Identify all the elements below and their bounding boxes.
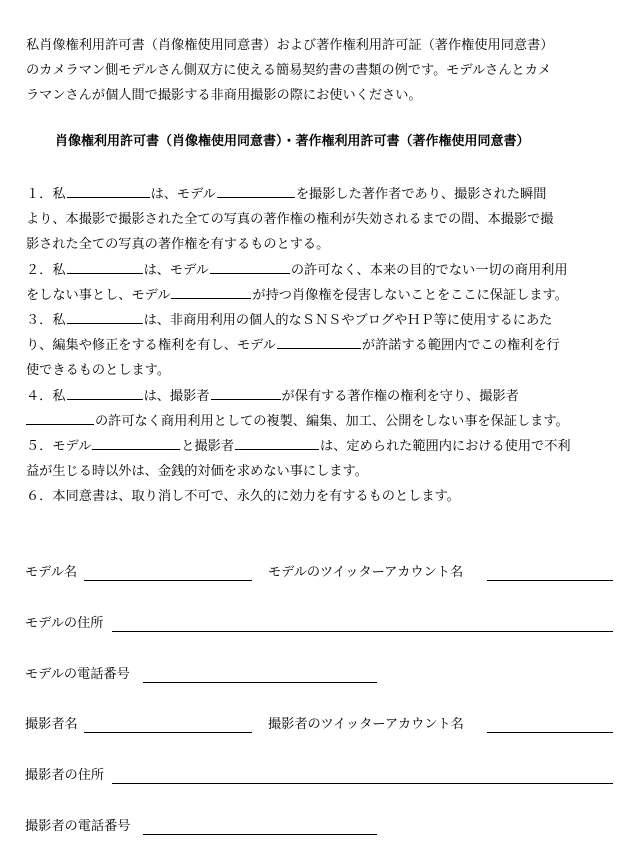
clause-4-text-a: ４．私 bbox=[26, 388, 66, 404]
clause-3-text-d: が許諾する範囲内でこの権利を行 bbox=[361, 338, 560, 354]
clause-3-blank-1[interactable] bbox=[67, 311, 143, 324]
clause-3-line-1 bbox=[26, 308, 626, 333]
model-name-label: モデル名 bbox=[25, 565, 78, 580]
clause-1-line-3: 影された全ての写真の著作権を有するものとする。 bbox=[26, 237, 330, 253]
photographer-twitter-field[interactable] bbox=[487, 732, 613, 733]
clause-2-text-c: の許可なく、本来の目的でない一切の商用利用 bbox=[290, 262, 568, 278]
clause-3-text-a: ３．私 bbox=[26, 312, 66, 328]
intro-line-1: 私肖像権利用許可書（肖像権使用同意書）および著作権利用許可証（著作権使用同意書） bbox=[26, 38, 554, 53]
document-title: 肖像権利用許可書（肖像権使用同意書）・著作権利用許可書（著作権使用同意書） bbox=[55, 134, 530, 149]
clause-2-blank-2[interactable] bbox=[210, 261, 290, 274]
photographer-address-label: 撮影者の住所 bbox=[25, 768, 105, 783]
model-name-field[interactable] bbox=[84, 580, 252, 581]
clause-3-line-2 bbox=[26, 333, 626, 358]
clause-5-blank-2[interactable] bbox=[235, 437, 319, 450]
photographer-phone-label: 撮影者の電話番号 bbox=[25, 819, 131, 834]
clause-4-line-2 bbox=[26, 409, 626, 434]
clause-2-text-b: は、モデル bbox=[143, 262, 209, 278]
model-address-label: モデルの住所 bbox=[25, 616, 104, 631]
intro-paragraph bbox=[26, 33, 626, 108]
photographer-phone-field[interactable] bbox=[143, 834, 377, 835]
clause-4-blank-1[interactable] bbox=[67, 387, 143, 400]
photographer-twitter-label: 撮影者のツイッターアカウント名 bbox=[268, 717, 464, 732]
clause-4-blank-2[interactable] bbox=[211, 387, 281, 400]
clause-5-blank-1[interactable] bbox=[92, 437, 180, 450]
clause-2-text-a: ２．私 bbox=[26, 262, 66, 278]
clause-3-text-c: り、編集や修正をする権利を有し、モデル bbox=[26, 338, 276, 354]
model-twitter-label: モデルのツイッターアカウント名 bbox=[268, 565, 464, 580]
clause-4-text-b: は、撮影者 bbox=[143, 388, 210, 404]
clause-4-text-d: の許可なく商用利用としての複製、編集、加工、公開をしない事を保証します。 bbox=[95, 413, 569, 429]
model-address-field[interactable] bbox=[112, 631, 613, 632]
clause-1-blank-2[interactable] bbox=[217, 185, 295, 198]
clause-5-line-2: 益が生じる時以外は、金銭的対価を求めない事にします。 bbox=[26, 464, 368, 480]
model-phone-label: モデルの電話番号 bbox=[25, 667, 130, 682]
clause-3-line-3: 使できるものとします。 bbox=[26, 363, 171, 379]
clause-2-text-e: が持つ肖像権を侵害しないことをここに保証します。 bbox=[252, 287, 568, 303]
model-twitter-field[interactable] bbox=[487, 580, 613, 581]
clause-1-text-b: は、モデル bbox=[150, 187, 216, 202]
clause-5-text-b: と撮影者 bbox=[181, 438, 235, 454]
clause-6-line-1: ６．本同意書は、取り消し不可で、永久的に効力を有するものとします。 bbox=[26, 489, 460, 505]
model-phone-field[interactable] bbox=[143, 682, 377, 683]
clause-1-line-2: より、本撮影で撮影された全ての写真の著作権の権利が失効されるまでの間、本撮影で撮 bbox=[26, 212, 554, 228]
clause-2-text-d: をしない事とし、モデル bbox=[26, 287, 171, 303]
clause-3-blank-2[interactable] bbox=[277, 336, 361, 349]
clause-2-line-2 bbox=[26, 283, 626, 308]
clause-1-blank-1[interactable] bbox=[67, 185, 150, 198]
clause-5-text-c: は、定められた範囲内における使用で不利 bbox=[320, 438, 571, 454]
intro-line-3: ラマンさんが個人間で撮影する非商用撮影の際にお使いください。 bbox=[26, 88, 422, 103]
clauses-list bbox=[26, 182, 626, 509]
clause-5-text-a: ５．モデル bbox=[26, 438, 92, 454]
clause-4-line-1 bbox=[26, 384, 626, 409]
clause-2-blank-1[interactable] bbox=[67, 261, 143, 274]
clause-2-line-1 bbox=[26, 258, 626, 283]
photographer-name-label: 撮影者名 bbox=[25, 717, 78, 732]
intro-line-2: のカメラマン側モデルさん側双方に使える簡易契約書の書類の例です。モデルさんとカメ bbox=[26, 63, 552, 78]
photographer-address-field[interactable] bbox=[112, 783, 613, 784]
clause-2-blank-3[interactable] bbox=[171, 286, 251, 299]
photographer-name-field[interactable] bbox=[84, 732, 252, 733]
clause-1-line-1 bbox=[26, 182, 626, 207]
clause-1-text-a: １．私 bbox=[26, 187, 66, 202]
clause-5-line-1 bbox=[26, 434, 626, 459]
clause-4-blank-3[interactable] bbox=[26, 412, 94, 425]
clause-1-text-c: を撮影した著作者であり、撮影された瞬間 bbox=[295, 187, 547, 202]
clause-4-text-c: が保有する著作権の権利を守り、撮影者 bbox=[281, 388, 519, 404]
clause-3-text-b: は、非商用利用の個人的なＳＮＳやブログやＨＰ等に使用するにあた bbox=[143, 312, 553, 328]
